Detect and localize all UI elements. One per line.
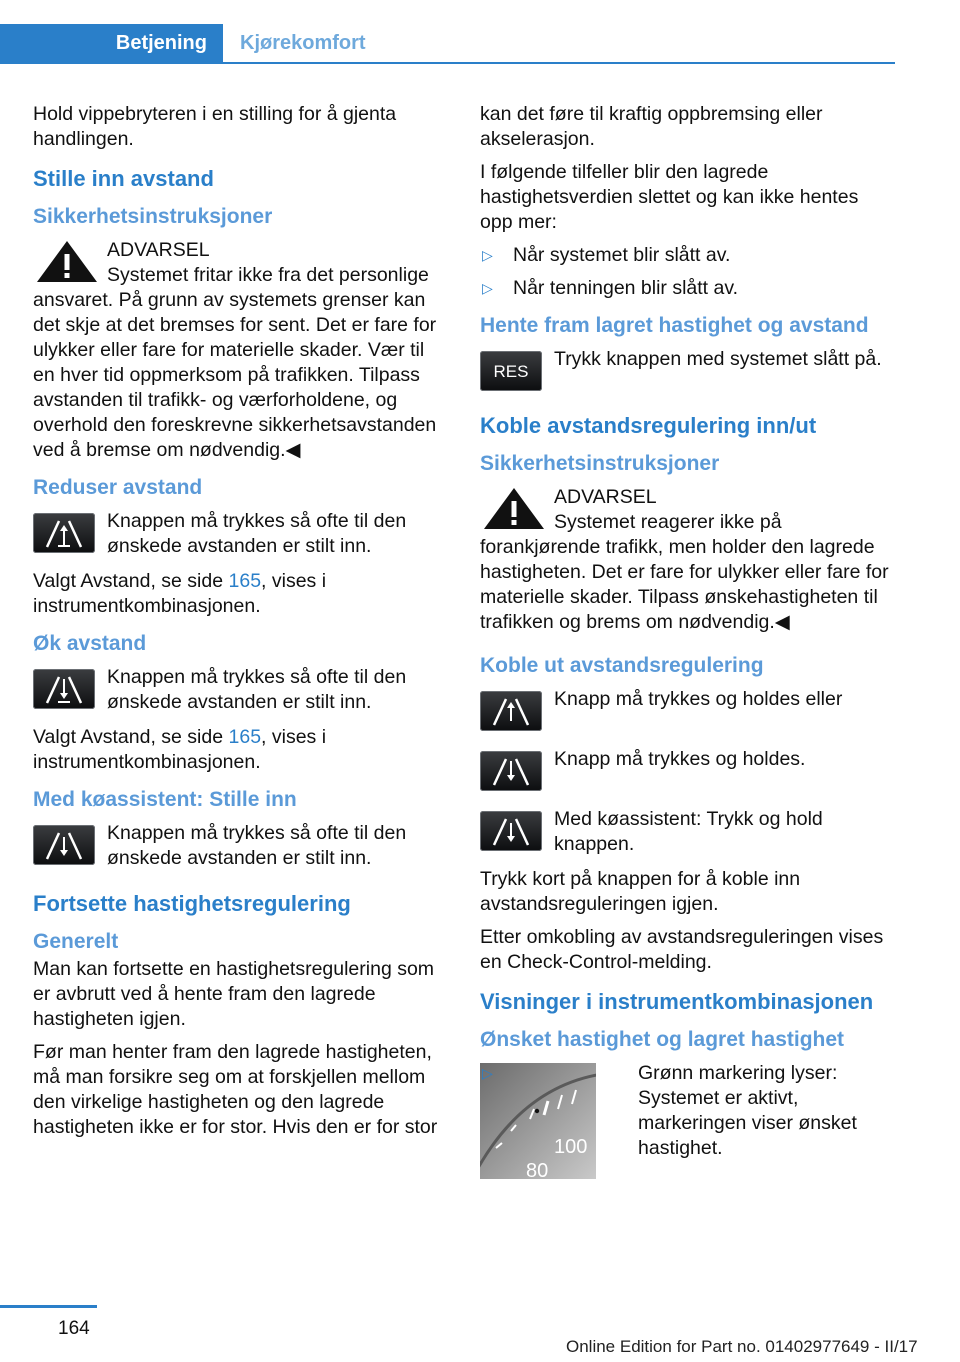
koble-ut-button-row-3 xyxy=(480,807,894,857)
ok-button-text: Knappen må trykkes så ofte til den ønskede avstanden er stilt inn. xyxy=(107,666,407,713)
res-button-icon xyxy=(480,351,542,391)
tab-kjorekomfort[interactable]: Kjørekomfort xyxy=(240,32,366,54)
triangle-bullet-icon: ▷ xyxy=(482,280,493,296)
distance-button-icon xyxy=(33,825,95,865)
trykk-kort-text: Trykk kort på knappen for å koble inn avstandsreguleringen igjen. xyxy=(480,868,801,915)
koble-ut-button-row-2 xyxy=(480,747,894,797)
valgt-text-b: , vises i instrumentkombinasjonen. xyxy=(33,570,327,617)
page-link-165[interactable]: 165 xyxy=(228,726,262,748)
warning-text: Systemet fritar ikke fra det personlige ansvaret. På grunn av systemets grenser kan det skje at det bremses for sent. Det er fare for ulykker eller fare for materielle skader. Vær til en hver tid oppmerksom på trafikken. Tilpass avstanden til trafikk- og værforholdene, og overhold den foreskrevne sikkerhetsavstanden ved å bremse om nødvendig.◀ xyxy=(33,264,437,461)
footer-rule xyxy=(0,1305,97,1308)
heading-hente-fram: Hente fram lagret hastighet og avstand xyxy=(480,314,869,337)
ok-valgt-text xyxy=(33,725,447,775)
left-column xyxy=(33,102,447,1148)
intro-text: Hold vippebryteren i en stilling for å gjenta handlingen. xyxy=(33,103,397,150)
distance-button-icon xyxy=(480,811,542,851)
koassist-button-row xyxy=(33,821,447,871)
heading-koble-avstand: Koble avstandsregulering inn/ut xyxy=(480,413,817,438)
koble-ut-text-1: Knapp må trykkes og holdes eller xyxy=(554,688,843,710)
koble-ut-button-row-1 xyxy=(480,687,894,737)
res-button-row xyxy=(480,347,894,397)
heading-koble-ut: Koble ut avstandsregulering xyxy=(480,654,764,677)
reduser-button-text: Knappen må trykkes så ofte til den ønskede avstanden er stilt inn. xyxy=(107,510,407,557)
generelt-p1: Man kan fortsette en hastighetsregulering som er avbrutt ved å hente fram den lagrede hastigheten igjen. xyxy=(33,958,435,1030)
list-item xyxy=(480,243,894,268)
warning-title: ADVARSEL xyxy=(107,239,210,261)
distance-button-icon xyxy=(480,691,542,731)
heading-onsket-hastighet: Ønsket hastighet og lagret hastighet xyxy=(480,1028,845,1051)
right-column xyxy=(480,102,894,1181)
reduser-valgt-text xyxy=(33,569,447,619)
warning-title: ADVARSEL xyxy=(554,486,657,508)
heading-ok-avstand: Øk avstand xyxy=(33,632,147,655)
chapter-tabs xyxy=(0,24,895,64)
etter-text: Etter omkobling av avstandsreguleringen vises en Check-Control-melding. xyxy=(480,926,884,973)
warning-triangle-icon xyxy=(480,485,548,531)
gauge-list xyxy=(480,1061,894,1161)
edition-text: Online Edition for Part no. 01402977649 - II/17 xyxy=(566,1337,918,1356)
valgt-text-a: Valgt Avstand, se side xyxy=(33,570,229,592)
triangle-bullet-icon: ▷ xyxy=(482,247,493,263)
valgt-text-b: , vises i instrumentkombinasjonen. xyxy=(33,726,327,773)
gauge-row xyxy=(480,1061,894,1181)
tilfeller-list xyxy=(480,243,894,301)
reduser-button-row xyxy=(33,509,447,559)
gauge-item-text: Grønn markering lyser: Systemet er aktivt, markeringen viser ønsket hastighet. xyxy=(638,1062,857,1159)
heading-visninger: Visninger i instrumentkombinasjonen xyxy=(480,989,874,1014)
distance-button-icon xyxy=(33,513,95,553)
tab-betjening[interactable]: Betjening xyxy=(0,24,223,62)
distance-button-icon xyxy=(480,751,542,791)
gauge-label-80: 80 xyxy=(526,1160,549,1179)
page-number: 164 xyxy=(58,1318,90,1339)
distance-button-icon xyxy=(33,669,95,709)
tilfeller-text: I følgende tilfeller blir den lagrede hastighetsverdien slettet og kan ikke hentes opp mer: xyxy=(480,161,859,233)
triangle-bullet-icon: ▷ xyxy=(482,1065,493,1081)
heading-koassistent: Med køassistent: Stille inn xyxy=(33,788,297,811)
list-item xyxy=(480,1061,894,1161)
warning-block xyxy=(33,238,447,463)
heading-fortsette: Fortsette hastighetsregulering xyxy=(33,891,351,916)
res-label: RES xyxy=(493,361,529,381)
heading-reduser-avstand: Reduser avstand xyxy=(33,476,203,499)
continued-text: kan det føre til kraftig oppbremsing eller akselerasjon. xyxy=(480,103,823,150)
list-item-text: Når tenningen blir slått av. xyxy=(513,277,739,299)
page-link-165[interactable]: 165 xyxy=(228,570,262,592)
koassist-button-text: Knappen må trykkes så ofte til den ønskede avstanden er stilt inn. xyxy=(107,822,407,869)
ok-button-row xyxy=(33,665,447,715)
list-item-text: Når systemet blir slått av. xyxy=(513,244,731,266)
heading-sikkerhetsinstruksjoner-2: Sikkerhetsinstruksjoner xyxy=(480,452,720,475)
gauge-label-100: 100 xyxy=(554,1136,588,1158)
heading-generelt: Generelt xyxy=(33,930,119,953)
heading-stille-inn-avstand: Stille inn avstand xyxy=(33,166,214,191)
valgt-text-a: Valgt Avstand, se side xyxy=(33,726,229,748)
generelt-p2: Før man henter fram den lagrede hastigheten, må man forsikre seg om at forskjellen mellom den virkelige hastigheten og den lagrede hastigheten ikke er for stor. Hvis den er for stor xyxy=(33,1041,438,1138)
koble-ut-text-2: Knapp må trykkes og holdes. xyxy=(554,748,806,770)
warning-block-2 xyxy=(480,485,894,635)
koble-ut-text-3: Med køassistent: Trykk og hold knappen. xyxy=(554,808,823,855)
warning-triangle-icon xyxy=(33,238,101,284)
warning-text: Systemet reagerer ikke på forankjørende trafikk, men holder den lagrede hastigheten. Det er fare for ulykker eller fare for materielle skader. Tilpass ønskehastigheten til trafikken og brems om nødvendig.◀ xyxy=(480,511,889,633)
list-item xyxy=(480,276,894,301)
res-button-text: Trykk knappen med systemet slått på. xyxy=(554,348,882,370)
heading-sikkerhetsinstruksjoner: Sikkerhetsinstruksjoner xyxy=(33,205,273,228)
